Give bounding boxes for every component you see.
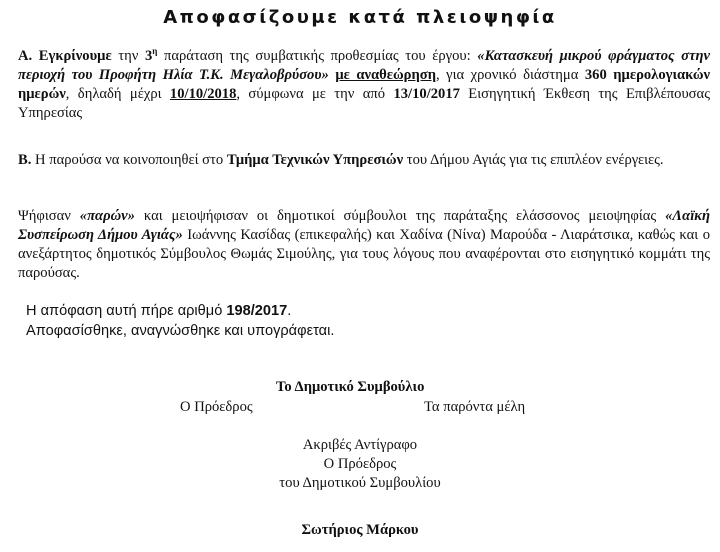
copy-line-3: του Δημοτικού Συμβουλίου (279, 475, 441, 491)
text-span: , σύμφωνα με την από (236, 86, 394, 102)
president-label: Ο Πρόεδρος (180, 399, 253, 415)
paragraph-a-label: Α. Εγκρίνουμε (18, 48, 112, 64)
paragraph-b (18, 151, 710, 170)
decision-number: 198/2017 (226, 303, 288, 319)
revision-note (335, 67, 436, 83)
department-name: Τμήμα Τεχνικών Υπηρεσιών (226, 152, 404, 168)
text-span: παράταση της συμβατικής προθεσμίας του έργου: (157, 48, 478, 64)
duration: 360 ημερολογιακών ημερών (18, 67, 711, 102)
decision-number-line (26, 302, 291, 321)
text-span: Εισηγητική Έκθεση της Επιβλέπουσας Υπηρεσίας (18, 86, 710, 121)
present-vote (80, 208, 135, 224)
project-name-text: «Κατασκευή μικρού φράγματος στην περιοχή του Προφήτη Ηλία Τ.Κ. Μεγαλοβρύσου» (18, 48, 710, 83)
text-span: , δηλαδή μέχρι (65, 86, 170, 102)
present-vote-text: «παρών» (79, 208, 135, 224)
text-span: , για χρονικό διάστημα (436, 67, 585, 83)
paragraph-b-label: Β. (18, 152, 32, 168)
council-heading: Το Δημοτικό Συμβούλιο (276, 379, 425, 395)
ordinal-number (145, 48, 157, 64)
text-span: Ψήφισαν (18, 208, 80, 224)
copy-line-1: Ακριβές Αντίγραφο (302, 437, 418, 453)
text-span: και μειοψήφισαν οι δημοτικοί σύμβουλοι της παράταξης ελάσσονος μειοψηφίας (134, 208, 666, 224)
ordinal-digit: 3 (144, 48, 153, 64)
members-label: Τα παρόντα μέλη (424, 399, 526, 415)
signatory-name: Σωτήριος Μάρκου (301, 522, 419, 538)
document-title: Αποφασίζουμε κατά πλειοψηφία (163, 7, 557, 28)
paragraph-a (18, 47, 710, 123)
report-date: 13/10/2017 (393, 86, 460, 102)
paragraph-c (18, 207, 710, 283)
faction-name-text: «Λαϊκή Συσπείρωση Δήμου Αγιάς» (18, 208, 710, 243)
revision-note-text: με αναθεώρηση (335, 67, 436, 83)
text-span: την (111, 48, 145, 64)
copy-line-2: Ο Πρόεδρος (323, 456, 397, 472)
ordinal-superscript: η (152, 46, 158, 57)
text-span: Η παρούσα να κοινοποιηθεί στο (31, 152, 227, 168)
decision-text: Η απόφαση αυτή πήρε αριθμό (26, 303, 227, 319)
signed-statement: Αποφασίσθηκε, αναγνώσθηκε και υπογράφεται. (26, 323, 335, 339)
until-date (170, 86, 236, 102)
decision-dot: . (287, 303, 292, 319)
text-span: Ιωάννης Κασίδας (επικεφαλής) και Χαδίνα (Νίνα) Μαρούδα - Λιαράτσικα, καθώς και ο ανεξάρτητος δημοτικός Σύμβουλος Θωμάς Σιμούλης, για τους λόγους που αναφέρονται στο εισηγητικό κομμάτι της παρούσας. (18, 227, 710, 281)
text-span: του Δήμου Αγιάς για τις επιπλέον ενέργειες. (403, 152, 664, 168)
until-date-text: 10/10/2018 (169, 86, 237, 102)
